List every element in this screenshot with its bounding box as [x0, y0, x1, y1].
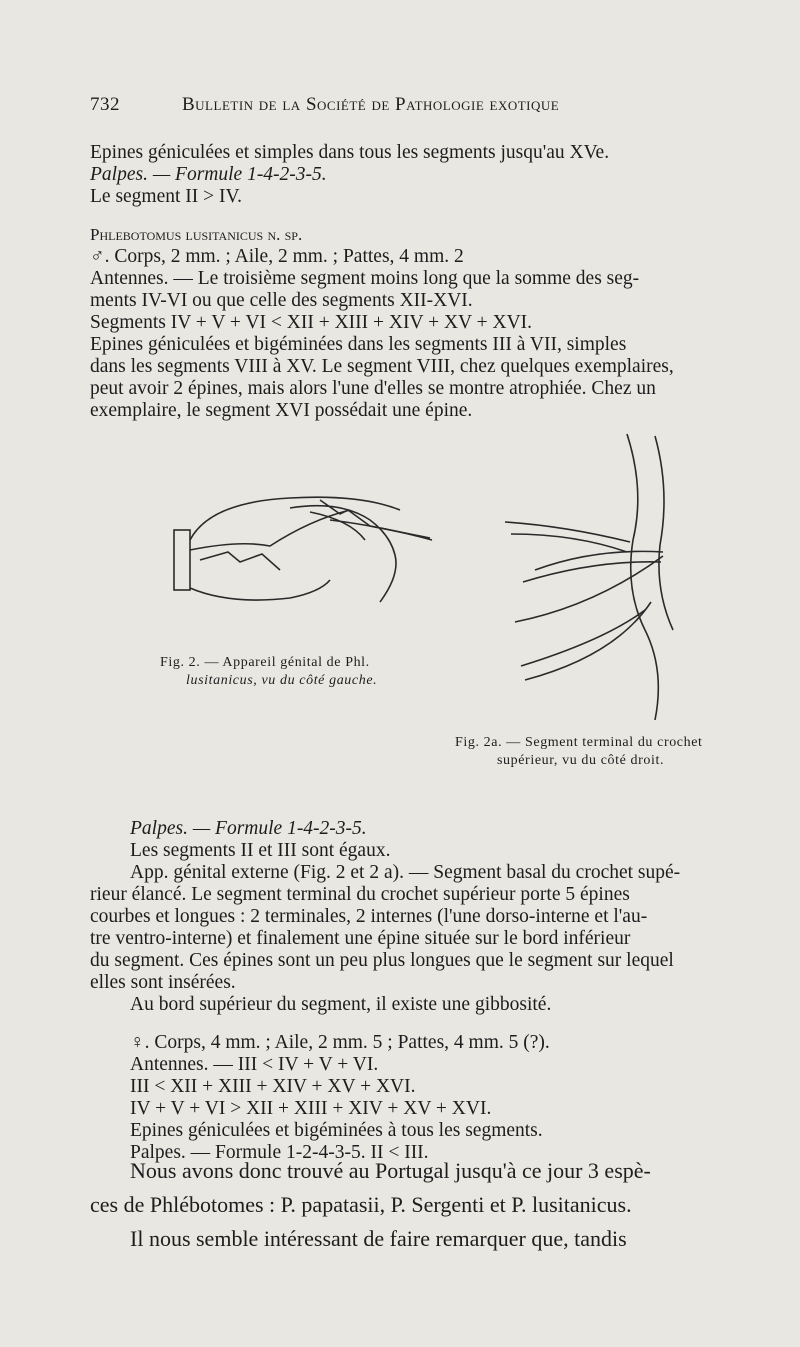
text-line: rieur élancé. Le segment terminal du crochet supérieur porte 5 épines	[90, 884, 630, 905]
figure-2-drawing	[170, 480, 450, 640]
figure-2a-drawing	[495, 430, 700, 730]
caption-line: Fig. 2. — Appareil génital de Phl.	[160, 655, 370, 670]
text-line: Nous avons donc trouvé au Portugal jusqu'à ce jour 3 espè-	[130, 1158, 651, 1183]
text-line: IV + V + VI > XII + XIII + XIV + XV + XVI.	[130, 1098, 492, 1119]
text-line: Epines géniculées et bigéminées dans les segments III à VII, simples	[90, 334, 627, 355]
text-line: dans les segments VIII à XV. Le segment VIII, chez quelques exemplaires,	[90, 356, 674, 377]
text-line: Au bord supérieur du segment, il existe une gibbosité.	[130, 994, 552, 1015]
text-line: elles sont insérées.	[90, 972, 236, 993]
male-description	[90, 818, 750, 1016]
text-line: tre ventro-interne) et finalement une épine située sur le bord inférieur	[90, 928, 631, 949]
conclusion-paragraph	[90, 1154, 770, 1256]
text-line: ♂. Corps, 2 mm. ; Aile, 2 mm. ; Pattes, 4 mm. 2	[90, 246, 464, 267]
text-line: exemplaire, le segment XVI possédait une épine.	[90, 400, 473, 421]
text-line: Epines géniculées et simples dans tous les segments jusqu'au XVe.	[90, 142, 610, 163]
text-line: courbes et longues : 2 terminales, 2 internes (l'une dorso-interne et l'au-	[90, 906, 648, 927]
text-line: App. génital externe (Fig. 2 et 2 a). — Segment basal du crochet supé-	[130, 862, 681, 883]
text-line: III < XII + XIII + XIV + XV + XVI.	[130, 1076, 416, 1097]
text-line: ces de Phlébotomes : P. papatasii, P. Sergenti et P. lusitanicus.	[90, 1192, 632, 1217]
text-line: Le segment II > IV.	[90, 186, 242, 207]
caption-line: supérieur, vu du côté droit.	[497, 753, 665, 768]
text-line: Palpes. — Formule 1-2-4-3-5. II < III.	[130, 1142, 429, 1163]
species-description	[90, 224, 750, 422]
text-line: ♀. Corps, 4 mm. ; Aile, 2 mm. 5 ; Pattes, 4 mm. 5 (?).	[130, 1032, 550, 1053]
text-line: Les segments II et III sont égaux.	[130, 840, 391, 861]
text-line: Antennes. — Le troisième segment moins long que la somme des seg-	[90, 268, 640, 289]
page-number: 732	[90, 94, 120, 115]
text-line: Segments IV + V + VI < XII + XIII + XIV + XV + XVI.	[90, 312, 533, 333]
text-line: Il nous semble intéressant de faire remarquer que, tandis	[130, 1226, 627, 1251]
caption-line: lusitanicus, vu du côté gauche.	[186, 673, 378, 688]
text-line: Epines géniculées et bigéminées à tous les segments.	[130, 1120, 543, 1141]
text-line: Antennes. — III < IV + V + VI.	[130, 1054, 379, 1075]
top-paragraph	[90, 142, 750, 208]
species-heading: Phlebotomus lusitanicus n. sp.	[90, 225, 303, 244]
female-description	[90, 1032, 750, 1164]
text-line: Palpes. — Formule 1-4-2-3-5.	[130, 818, 367, 839]
text-line: ments IV-VI ou que celle des segments XII-XVI.	[90, 290, 473, 311]
text-line: Palpes. — Formule 1-4-2-3-5.	[90, 164, 327, 185]
figure-2-caption	[160, 654, 377, 690]
caption-line: Fig. 2a. — Segment terminal du crochet	[455, 735, 703, 750]
text-line: peut avoir 2 épines, mais alors l'une d'elles se montre atrophiée. Chez un	[90, 378, 656, 399]
text-line: du segment. Ces épines sont un peu plus longues que le segment sur lequel	[90, 950, 674, 971]
journal-title: Bulletin de la Société de Pathologie exotique	[182, 94, 560, 115]
figure-2a-caption	[455, 734, 703, 770]
